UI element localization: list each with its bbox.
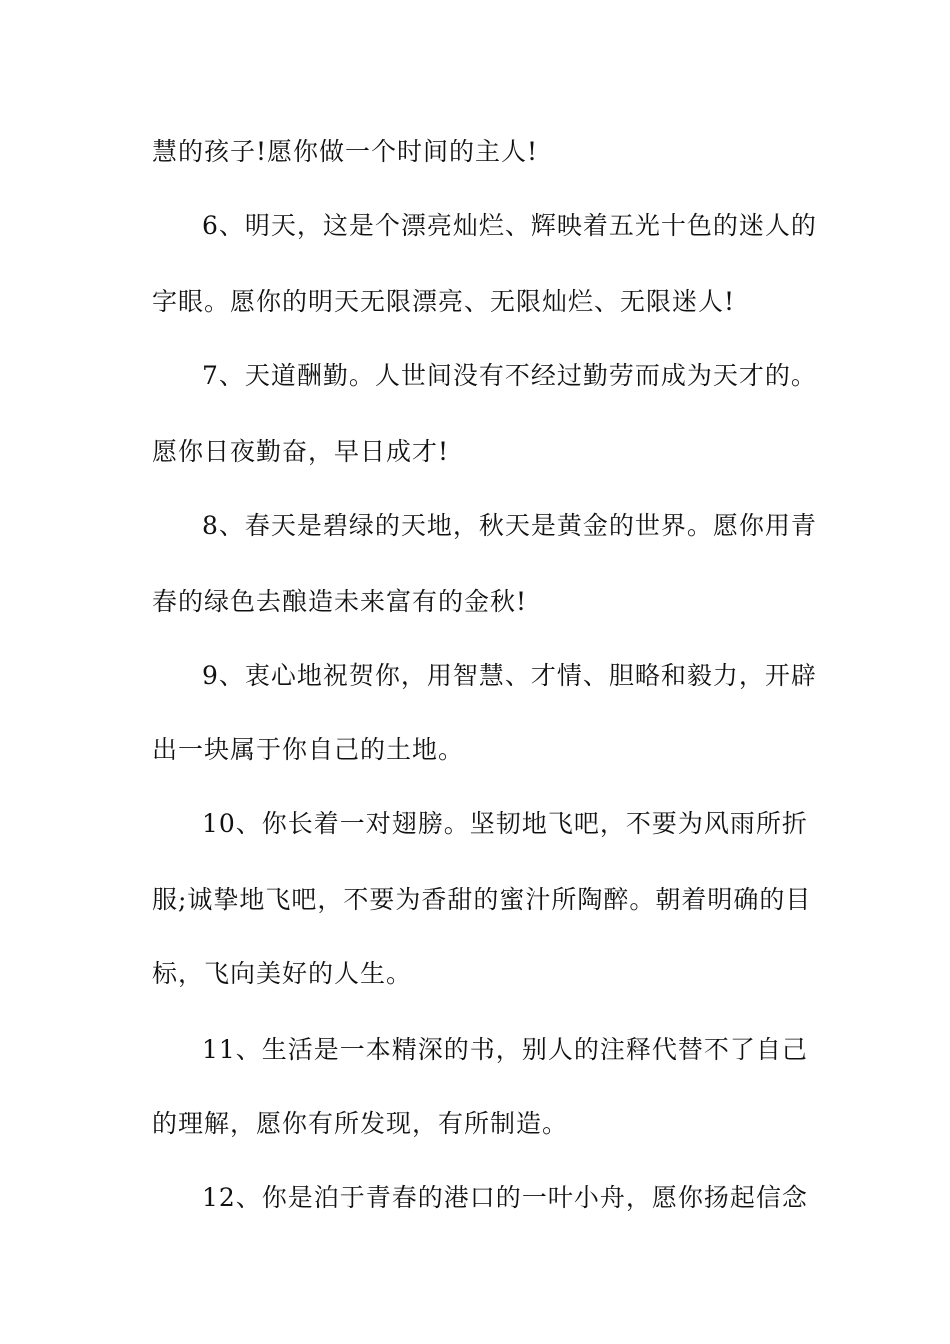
- text-line: 春的绿色去酿造未来富有的金秋!: [152, 587, 528, 616]
- text-line: 愿你日夜勤奋，早日成才!: [152, 437, 450, 466]
- text-line: 的理解，愿你有所发现，有所制造。: [152, 1109, 569, 1138]
- paragraph-6-line-1: 6、明天，这是个漂亮灿烂、辉映着五光十色的迷人的: [202, 211, 817, 240]
- paragraph-7-line-1: 7、天道酬勤。人世间没有不经过勤劳而成为天才的。: [202, 361, 817, 390]
- text-line: 出一块属于你自己的土地。: [152, 735, 465, 764]
- paragraph-9-line-1: 9、衷心地祝贺你，用智慧、才情、胆略和毅力，开辟: [202, 661, 817, 690]
- paragraph-10-line-1: 10、你长着一对翅膀。坚韧地飞吧，不要为风雨所折: [202, 809, 808, 838]
- text-line: 字眼。愿你的明天无限漂亮、无限灿烂、无限迷人!: [152, 287, 736, 316]
- paragraph-12-line-1: 12、你是泊于青春的港口的一叶小舟，愿你扬起信念: [202, 1183, 808, 1212]
- text-line: 标，飞向美好的人生。: [152, 959, 413, 988]
- paragraph-8-line-1: 8、春天是碧绿的天地，秋天是黄金的世界。愿你用青: [202, 511, 817, 540]
- text-line: 慧的孩子!愿你做一个时间的主人!: [152, 137, 539, 166]
- text-line: 服;诚挚地飞吧，不要为香甜的蜜汁所陶醉。朝着明确的目: [152, 885, 812, 914]
- paragraph-11-line-1: 11、生活是一本精深的书，别人的注释代替不了自己: [202, 1035, 808, 1064]
